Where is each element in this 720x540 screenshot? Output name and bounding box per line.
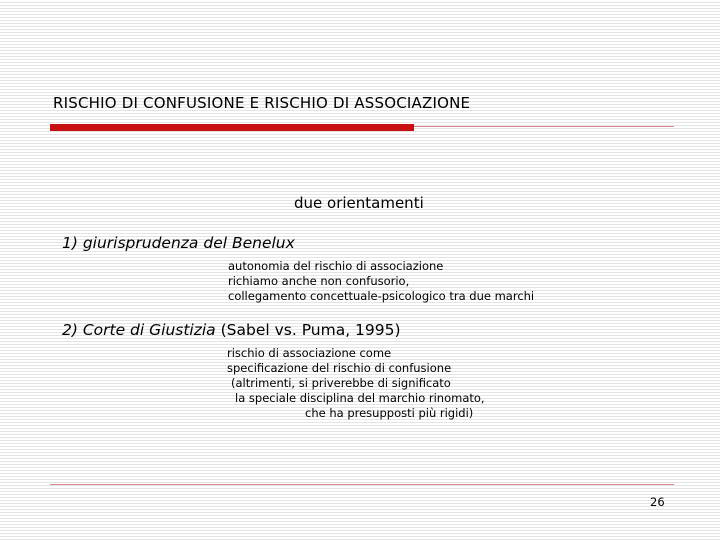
item-detail-corte-giustizia	[227, 346, 485, 421]
item-heading-text: 2) Corte di Giustizia	[62, 321, 221, 339]
detail-line: autonomia del rischio di associazione	[228, 259, 444, 273]
detail-line: (altrimenti, si priverebbe di significato	[231, 376, 451, 390]
detail-line: rischio di associazione come	[227, 346, 392, 360]
page-number: 26	[650, 495, 665, 509]
item-heading-benelux	[62, 234, 295, 252]
item-heading-text: 1) giurisprudenza del Benelux	[62, 234, 295, 252]
item-heading-tail: (Sabel vs. Puma, 1995)	[220, 321, 401, 339]
footer-divider-line	[50, 484, 674, 485]
title-divider-line	[414, 126, 674, 127]
slide-subtitle: due orientamenti	[294, 194, 424, 212]
item-detail-benelux	[228, 259, 534, 304]
item-heading-corte-giustizia	[62, 321, 401, 339]
detail-line: la speciale disciplina del marchio rinomato,	[235, 391, 485, 405]
slide-title: RISCHIO DI CONFUSIONE E RISCHIO DI ASSOCIAZIONE	[53, 94, 471, 112]
detail-line: richiamo anche non confusorio,	[228, 274, 410, 288]
detail-line: specificazione del rischio di confusione	[227, 361, 452, 375]
title-accent-bar	[50, 124, 414, 131]
detail-line: che ha presupposti più rigidi)	[305, 406, 474, 420]
detail-line: collegamento concettuale-psicologico tra due marchi	[228, 289, 535, 303]
